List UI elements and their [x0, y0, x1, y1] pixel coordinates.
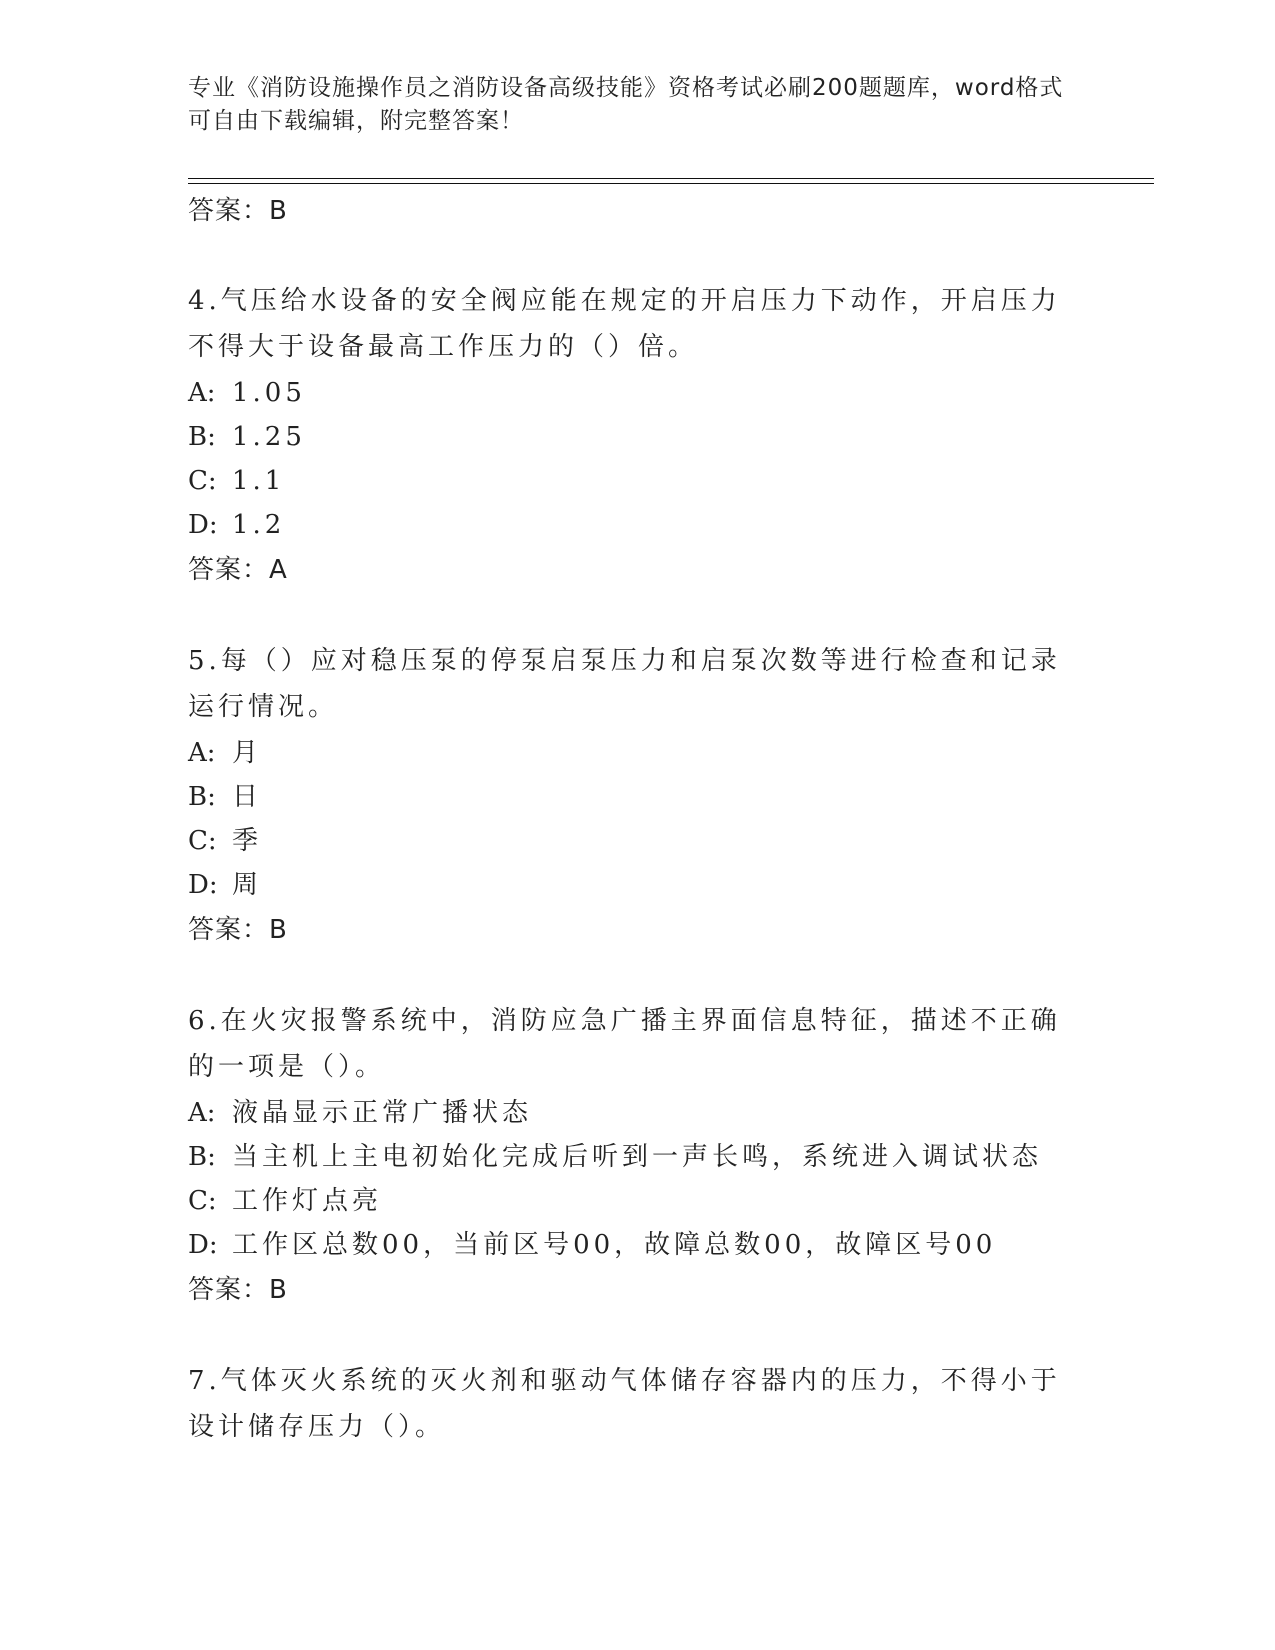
answer-label: 答案：A [188, 555, 288, 585]
option-text: 月 [232, 738, 263, 768]
option-text: 季 [232, 826, 263, 856]
option-d [188, 1230, 1088, 1260]
option-letter: A: [188, 378, 216, 408]
option-letter: D: [188, 1230, 218, 1260]
header-divider-secondary [188, 183, 1154, 184]
option-letter: D: [188, 510, 218, 540]
option-letter: B: [188, 422, 216, 452]
option-text: 液晶显示正常广播状态 [232, 1098, 533, 1128]
option-letter: A: [188, 738, 216, 768]
question-stem: 6.在火灾报警系统中，消防应急广播主界面信息特征，描述不正确的一项是（）。 [188, 1006, 1061, 1082]
option-letter: B: [188, 782, 216, 812]
option-letter: C: [188, 466, 217, 496]
option-letter: C: [188, 1186, 217, 1216]
option-text: 周 [232, 870, 263, 900]
option-letter: D: [188, 870, 218, 900]
option-text: 1.05 [232, 378, 306, 408]
question-stem: 4.气压给水设备的安全阀应能在规定的开启压力下动作，开启压力不得大于设备最高工作压力的（）倍。 [188, 286, 1061, 362]
option-b [188, 422, 1088, 452]
answer-label: 答案：B [188, 196, 288, 226]
option-b [188, 1142, 1088, 1172]
document-header: 专业《消防设施操作员之消防设备高级技能》资格考试必刷200题题库，word格式可自由下载编辑，附完整答案！ [188, 75, 1064, 134]
option-text: 工作区总数00，当前区号00，故障总数00，故障区号00 [232, 1230, 997, 1260]
option-b [188, 782, 1088, 812]
option-c [188, 1186, 1088, 1216]
option-c [188, 466, 1088, 496]
option-text: 1.25 [232, 422, 306, 452]
option-d [188, 870, 1088, 900]
option-text: 当主机上主电初始化完成后听到一声长鸣，系统进入调试状态 [232, 1142, 1043, 1172]
option-a [188, 378, 1088, 408]
option-text: 1.2 [232, 510, 286, 540]
option-d [188, 510, 1088, 540]
option-letter: B: [188, 1142, 216, 1172]
option-text: 日 [232, 782, 263, 812]
option-text: 工作灯点亮 [232, 1186, 383, 1216]
header-divider [188, 178, 1154, 179]
question-stem: 5.每（）应对稳压泵的停泵启泵压力和启泵次数等进行检查和记录运行情况。 [188, 646, 1061, 722]
option-c [188, 826, 1088, 856]
answer-label: 答案：B [188, 1275, 288, 1305]
question-stem: 7.气体灭火系统的灭火剂和驱动气体储存容器内的压力，不得小于设计储存压力（）。 [188, 1366, 1061, 1442]
option-text: 1.1 [232, 466, 286, 496]
answer-label: 答案：B [188, 915, 288, 945]
option-a [188, 738, 1088, 768]
option-a [188, 1098, 1088, 1128]
option-letter: A: [188, 1098, 216, 1128]
option-letter: C: [188, 826, 217, 856]
